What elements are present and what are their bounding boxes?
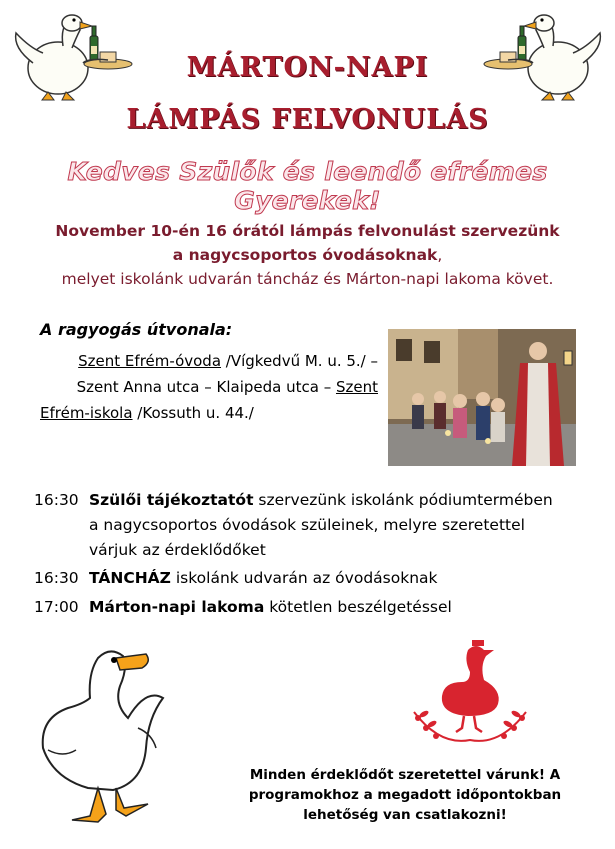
route-stop-2-a: Szent	[335, 378, 378, 396]
route-heading: A ragyogás útvonala:	[40, 320, 233, 339]
schedule-time-2: 16:30	[34, 569, 79, 587]
schedule-text-1-cont-2: várjuk az érdeklődőket	[89, 541, 266, 559]
schedule-text-2: iskolánk udvarán az óvodásoknak	[170, 569, 438, 587]
intro-line-3: melyet iskolánk udvarán táncház és Márton-napi lakoma követ.	[61, 270, 554, 288]
schedule-time-1: 16:30	[34, 491, 79, 509]
schedule-item-1	[34, 488, 579, 563]
schedule-text-3: kötetlen beszélgetéssel	[264, 598, 452, 616]
intro-line-1: November 10-én 16 órától lámpás felvonulást szervezünk	[55, 222, 560, 240]
route-stop-1: Szent Efrém-óvoda	[78, 352, 222, 370]
closing-line-2: programokhoz a megadott időpontokban	[248, 787, 562, 803]
schedule-text-1: szervezünk iskolánk pódiumtermében	[253, 491, 553, 509]
route-stop-2-b: Efrém-iskola	[40, 404, 133, 422]
route-stop-1-address: /Vígkedvű M. u. 5./ –	[221, 352, 378, 370]
title-line-1: MÁRTON-NAPI	[186, 52, 429, 83]
title-line-2: LÁMPÁS FELVONULÁS	[126, 104, 489, 135]
intro-text	[0, 219, 615, 291]
schedule-time-3: 17:00	[34, 598, 79, 616]
closing-line-1: Minden érdeklődőt szeretettel várunk! A	[249, 767, 561, 783]
closing-message	[225, 765, 585, 825]
route-streets: Szent Anna utca – Klaipeda utca –	[76, 378, 336, 396]
schedule-title-2: TÁNCHÁZ	[89, 569, 171, 587]
greeting-banner: Kedves Szülők és leendő efrémes Gyerekek!	[67, 157, 548, 215]
cartoon-goose-illustration	[28, 638, 178, 828]
intro-line-2-tail: ,	[437, 246, 443, 264]
red-folk-goose-illustration	[410, 636, 530, 748]
lantern-procession-photo	[388, 329, 576, 466]
schedule-item-3	[34, 595, 579, 620]
schedule-title-1: Szülői tájékoztatót	[89, 491, 254, 509]
intro-line-2: a nagycsoportos óvodásoknak	[172, 246, 438, 264]
schedule-text-1-cont-1: a nagycsoportos óvodások szüleinek, melyre szeretettel	[89, 516, 525, 534]
route-description	[40, 348, 378, 426]
schedule-item-2	[34, 566, 579, 591]
schedule-title-3: Márton-napi lakoma	[89, 598, 265, 616]
route-stop-2-address: /Kossuth u. 44./	[132, 404, 254, 422]
closing-line-3: lehetőség van csatlakozni!	[303, 807, 507, 823]
